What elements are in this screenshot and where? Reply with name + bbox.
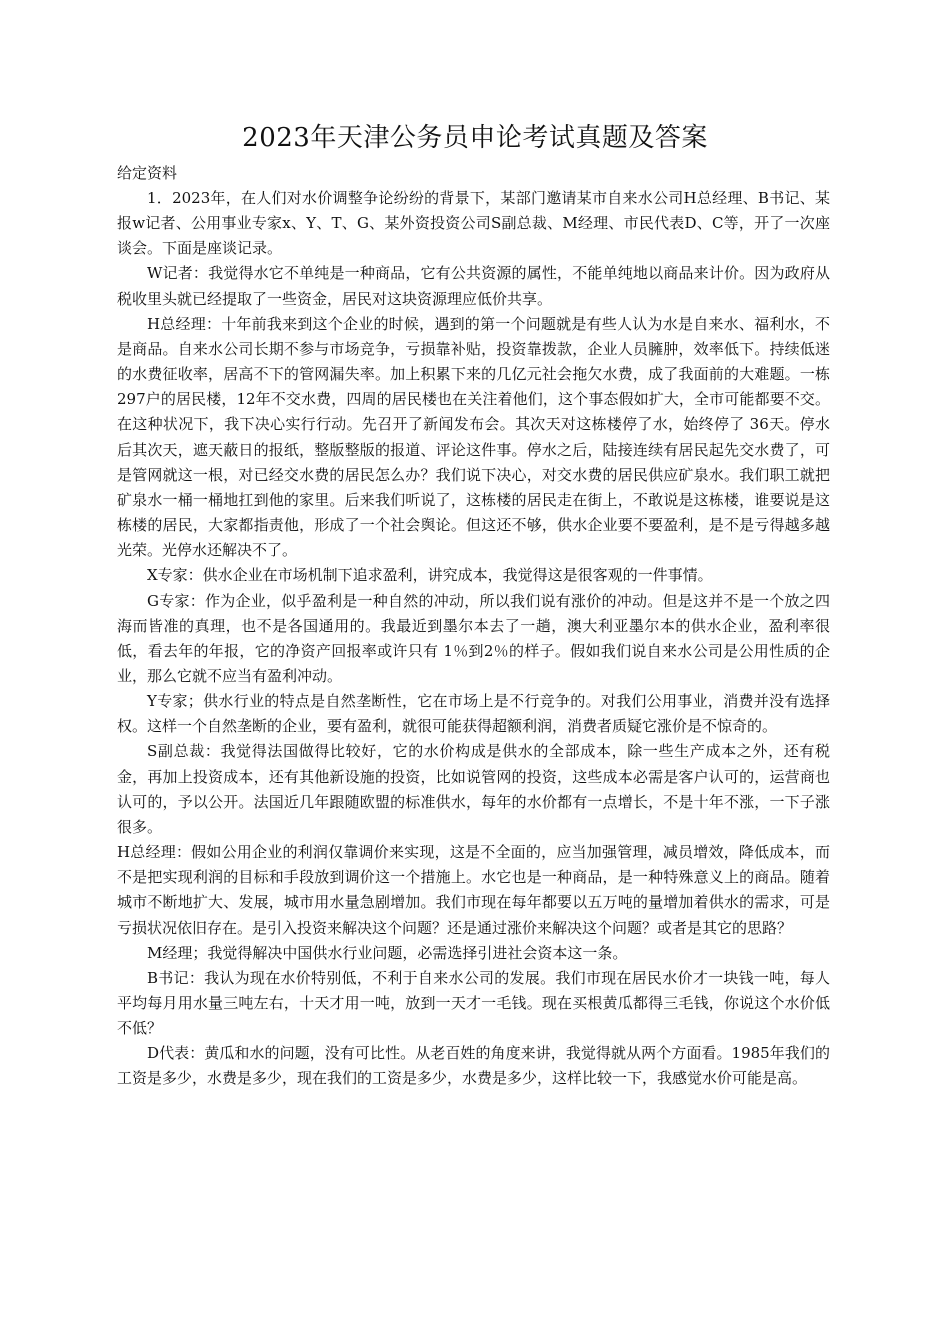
paragraph-5: G专家：作为企业，似乎盈利是一种自然的冲动，所以我们说有涨价的冲动。但是这并不是一个放之四海而皆准的真理，也不是各国通用的。我最近到墨尔本去了一趟，澳大利亚墨尔本的供水企业，盈利率很低，看去年的年报，它的净资产回报率或许只有 1％到2％的样子。假如我们说自来水公司是公用性质的企业，那么它就不应当有盈利冲动。 <box>117 591 830 685</box>
paragraph-4: X专家：供水企业在市场机制下追求盈利，讲究成本，我觉得这是很客观的一件事情。 <box>147 566 713 585</box>
paragraph-6: Y专家；供水行业的特点是自然垄断性，它在市场上是不行竞争的。对我们公用事业，消费并没有选择权。这样一个自然垄断的企业，要有盈利，就很可能获得超额利润，消费者质疑它涨价是不惊奇的。 <box>117 692 830 736</box>
section-label: 给定资料 <box>117 164 178 182</box>
paragraph-9: M经理；我觉得解决中国供水行业问题，必需选择引进社会资本这一条。 <box>147 943 628 962</box>
paragraph-11: D代表：黄瓜和水的问题，没有可比性。从老百姓的角度来讲，我觉得就从两个方面看。1985年我们的工资是多少，水费是多少，现在我们的工资是多少，水费是多少，这样比较一下，我感觉水价可能是高。 <box>117 1044 830 1088</box>
document-body <box>117 186 830 1092</box>
paragraph-10: B书记：我认为现在水价特别低，不利于自来水公司的发展。我们市现在居民水价才一块钱一吨，每人平均每月用水量三吨左右，十天才用一吨，放到一天才一毛钱。现在买根黄瓜都得三毛钱，你说这个水价低不低？ <box>117 968 830 1038</box>
paragraph-2: W记者：我觉得水它不单纯是一种商品，它有公共资源的属性，不能单纯地以商品来计价。因为政府从税收里头就已经提取了一些资金，居民对这块资源理应低价共享。 <box>117 264 830 308</box>
paragraph-1: 1．2023年，在人们对水价调整争论纷纷的背景下，某部门邀请某市自来水公司H总经理、B书记、某报w记者、公用事业专家x、Y、T、G、某外资投资公司S副总裁、M经理、市民代表D、C等，开了一次座谈会。下面是座谈记录。 <box>117 189 830 258</box>
paragraph-7: S副总裁：我觉得法国做得比较好，它的水价构成是供水的全部成本，除一些生产成本之外，还有税金，再加上投资成本，还有其他新设施的投资，比如说管网的投资，这些成本必需是客户认可的，运营商也认可的，予以公开。法国近几年跟随欧盟的标准供水，每年的水价都有一点增长，不是十年不涨，一下子涨很多。 <box>117 742 830 836</box>
document-title: 2023年天津公务员申论考试真题及答案 <box>242 123 708 153</box>
paragraph-8: H总经理：假如公用企业的利润仅靠调价来实现，这是不全面的，应当加强管理，减员增效，降低成本，而不是把实现利润的目标和手段放到调价这一个措施上。水它也是一种商品，是一种特殊意义上的商品。随着城市不断地扩大、发展，城市用水量急剧增加。我们市现在每年都要以五万吨的量增加着供水的需求，可是亏损状况依旧存在。是引入投资来解决这个问题？还是通过涨价来解决这个问题？或者是其它的思路？ <box>117 843 830 937</box>
paragraph-3: H总经理：十年前我来到这个企业的时候，遇到的第一个问题就是有些人认为水是自来水、福利水，不是商品。自来水公司长期不参与市场竞争，亏损靠补贴，投资靠拨款，企业人员臃肿，效率低下。持续低迷的水费征收率，居高不下的管网漏失率。加上积累下来的几亿元社会拖欠水费，成了我面前的大难题。一栋297户的居民楼，12年不交水费，四周的居民楼也在关注着他们，这个事态假如扩大，全市可能都要不交。在这种状况下，我下决心实行行动。先召开了新闻发布会。其次天对这栋楼停了水，始终停了 36天。停水后其次天，遮天蔽日的报纸，整版整版的报道、评论这件事。停水之后，陆接连续有居民起先交水费了，可是管网就这一根，对已经交水费的居民怎么办？我们说下决心，对交水费的居民供应矿泉水。我们职工就把矿泉水一桶一桶地扛到他的家里。后来我们听说了，这栋楼的居民走在街上，不敢说是这栋楼，谁要说是这栋楼的居民，大家都指责他，形成了一个社会舆论。但这还不够，供水企业要不要盈利，是不是亏得越多越光荣。光停水还解决不了。 <box>117 314 830 560</box>
